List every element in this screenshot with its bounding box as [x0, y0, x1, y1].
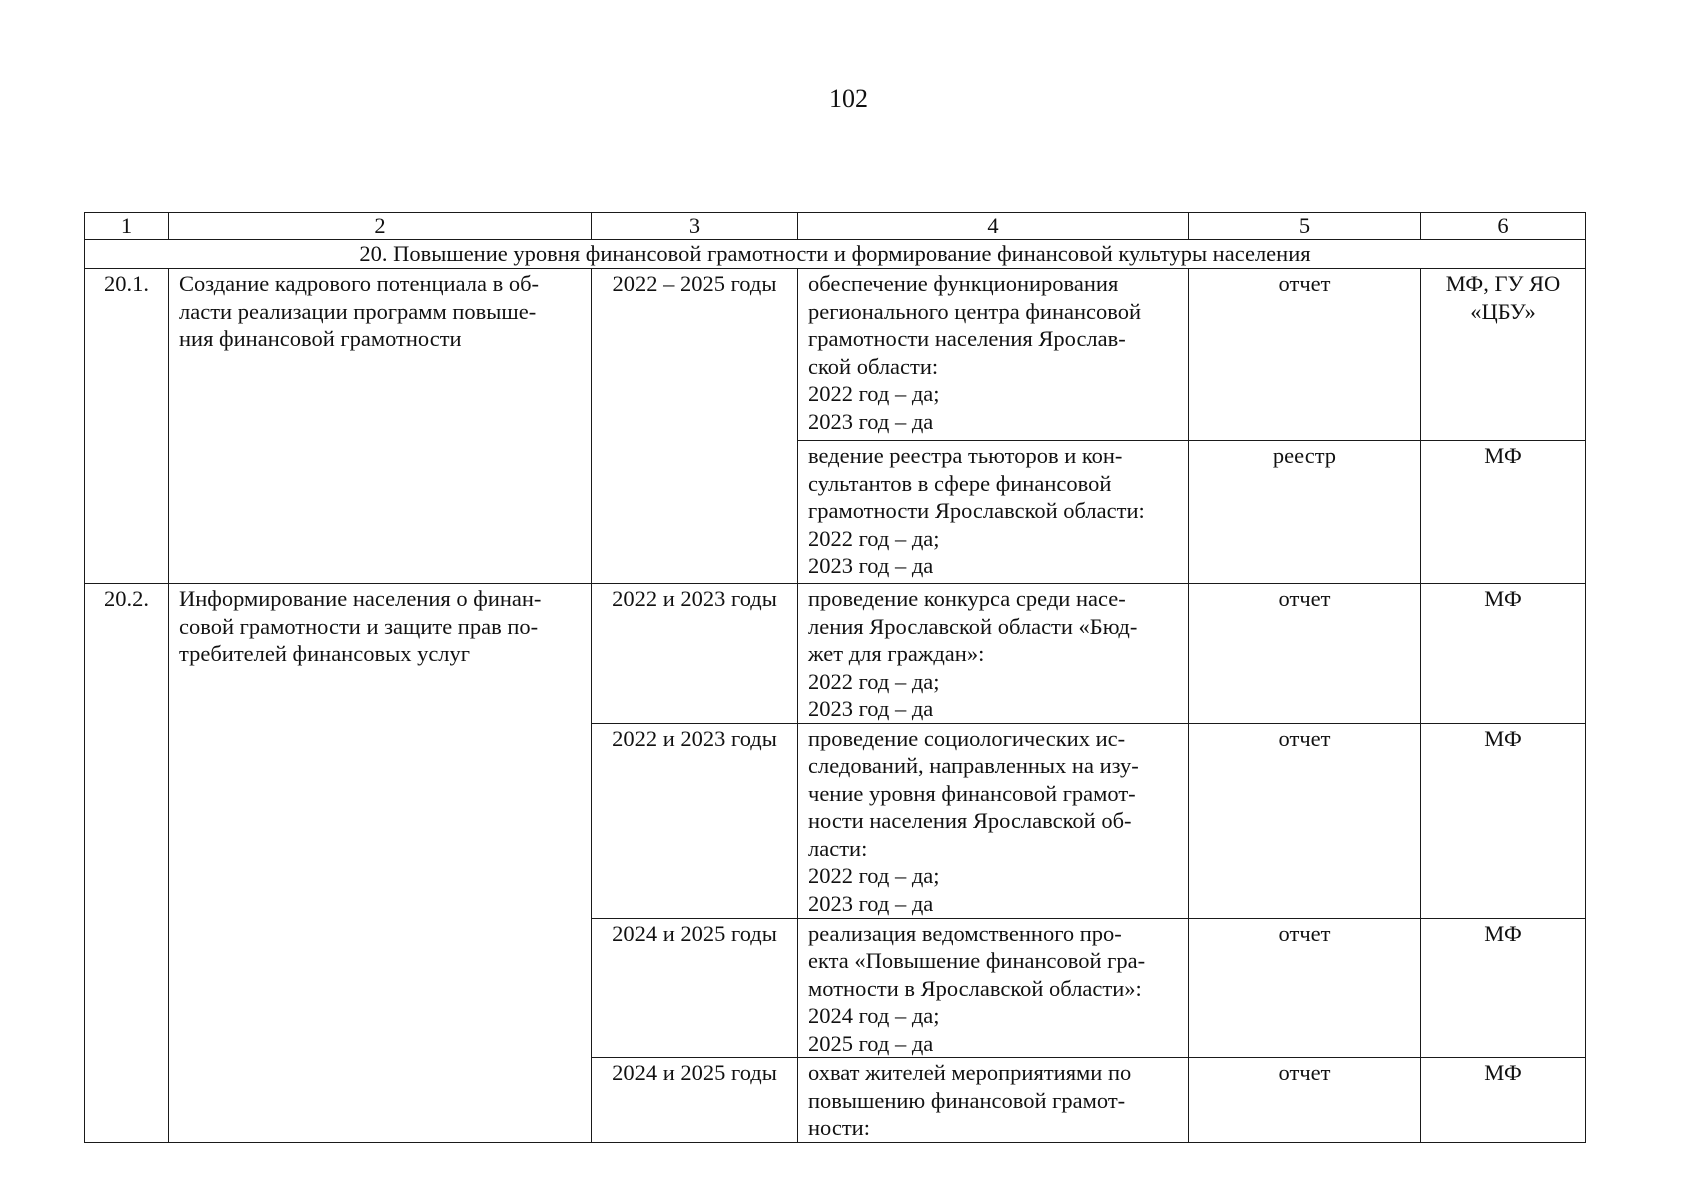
result-cell: отчет — [1189, 918, 1421, 1058]
header-col-4: 4 — [798, 213, 1189, 240]
indicator-cell: охват жителей мероприятиями по повышению финансовой грамот- ности: — [798, 1058, 1189, 1143]
period-cell: 2024 и 2025 годы — [592, 1058, 798, 1143]
result-cell: реестр — [1189, 441, 1421, 584]
executor-cell: МФ — [1421, 441, 1586, 584]
indicator-cell: реализация ведомственного про- екта «Повышение финансовой гра- мотности в Ярославской области»: 2024 год – да; 2025 год – да — [798, 918, 1189, 1058]
item-number: 20.2. — [85, 584, 169, 1143]
indicator-cell: проведение социологических ис- следований, направленных на изу- чение уровня финансовой грамот- ности населения Ярославской об- ласти: 2022 год – да; 2023 год – да — [798, 723, 1189, 918]
header-col-6: 6 — [1421, 213, 1586, 240]
table-row — [85, 584, 1586, 724]
executor-cell: МФ — [1421, 1058, 1586, 1143]
executor-cell: МФ — [1421, 723, 1586, 918]
header-col-2: 2 — [169, 213, 592, 240]
result-cell: отчет — [1189, 269, 1421, 441]
period-cell: 2024 и 2025 годы — [592, 918, 798, 1058]
result-cell: отчет — [1189, 584, 1421, 724]
period-cell: 2022 и 2023 годы — [592, 723, 798, 918]
task-description: Создание кадрового потенциала в об- ласти реализации программ повыше- ния финансовой грамотности — [169, 269, 592, 584]
executor-cell: МФ — [1421, 584, 1586, 724]
result-cell: отчет — [1189, 1058, 1421, 1143]
executor-cell: МФ — [1421, 918, 1586, 1058]
task-description: Информирование населения о финан- совой грамотности и защите прав по- требителей финансовых услуг — [169, 584, 592, 1143]
table-row — [85, 269, 1586, 441]
indicator-cell: проведение конкурса среди насе- ления Ярославской области «Бюд- жет для граждан»: 2022 год – да; 2023 год – да — [798, 584, 1189, 724]
table-header-row — [85, 213, 1586, 240]
header-col-5: 5 — [1189, 213, 1421, 240]
period-cell: 2022 и 2023 годы — [592, 584, 798, 724]
header-col-3: 3 — [592, 213, 798, 240]
item-number: 20.1. — [85, 269, 169, 584]
plan-table — [84, 212, 1586, 1143]
indicator-cell: обеспечение функционирования регионального центра финансовой грамотности населения Ярослав- ской области: 2022 год – да; 2023 год – да — [798, 269, 1189, 441]
section-row — [85, 240, 1586, 269]
period-cell: 2022 – 2025 годы — [592, 269, 798, 584]
indicator-cell: ведение реестра тьюторов и кон- сультантов в сфере финансовой грамотности Ярославской области: 2022 год – да; 2023 год – да — [798, 441, 1189, 584]
header-col-1: 1 — [85, 213, 169, 240]
executor-cell: МФ, ГУ ЯО «ЦБУ» — [1421, 269, 1586, 441]
page-number: 102 — [829, 84, 868, 113]
result-cell: отчет — [1189, 723, 1421, 918]
section-title: 20. Повышение уровня финансовой грамотности и формирование финансовой культуры населения — [85, 240, 1586, 269]
